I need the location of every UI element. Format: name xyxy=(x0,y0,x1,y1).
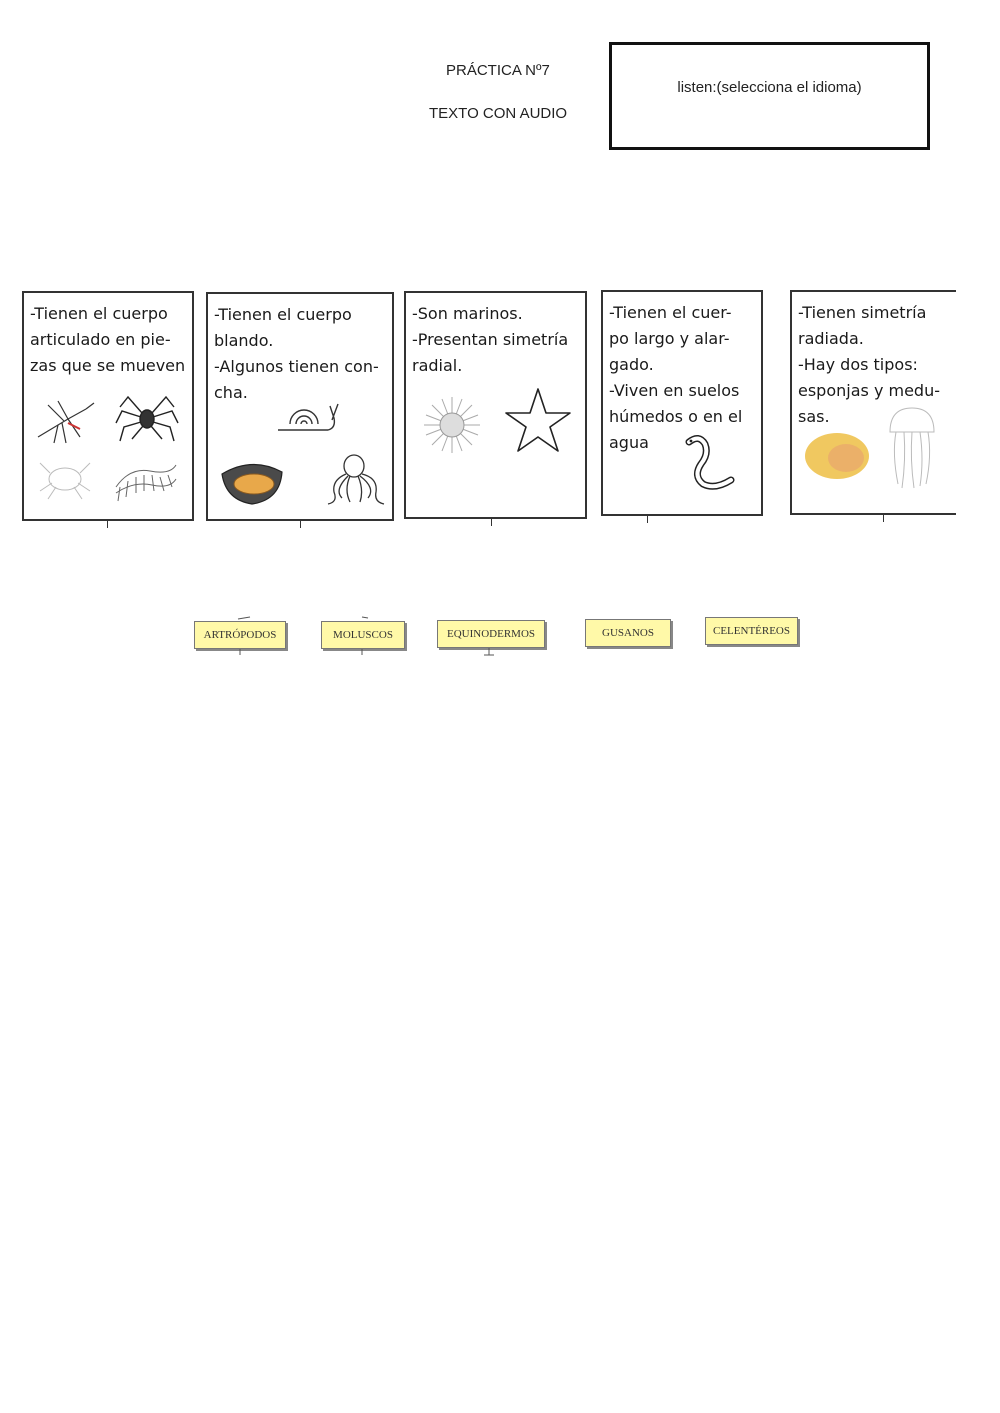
card-text: -Tienen el cuerpo blando. -Algunos tienen con- cha. xyxy=(214,305,379,402)
page-subtitle: TEXTO CON AUDIO xyxy=(429,105,568,122)
label-moluscos[interactable]: MOLUSCOS xyxy=(321,621,405,649)
listen-label: listen:(selecciona el idioma) xyxy=(677,79,862,96)
card-text: -Tienen simetría radiada. -Hay dos tipos: esponjas y medu- sas. xyxy=(798,303,940,426)
label-celentereos[interactable]: CELENTÉREOS xyxy=(705,617,798,645)
label-artropodos[interactable]: ARTRÓPODOS xyxy=(194,621,286,649)
label-gusanos[interactable]: GUSANOS xyxy=(585,619,671,647)
card-text: -Tienen el cuerpo articulado en pie- zas que se mueven xyxy=(30,304,186,375)
label-equinodermos[interactable]: EQUINODERMOS xyxy=(437,620,545,648)
connector-marks xyxy=(0,0,1000,700)
card-text: -Tienen el cuer- po largo y alar- gado. -Viven en suelos húmedos o en el agua xyxy=(609,303,743,452)
card-text: -Son marinos. -Presentan simetría radial. xyxy=(412,304,569,375)
page-title: PRÁCTICA Nº7 xyxy=(446,62,550,79)
